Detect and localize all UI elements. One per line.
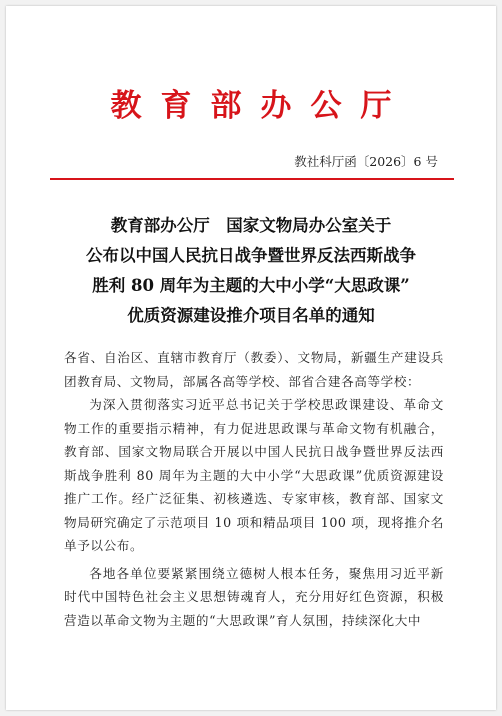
title-line: 胜利 80 周年为主题的大中小学“大思政课”: [92, 276, 410, 295]
red-separator-line: [50, 178, 454, 180]
document-page: [6, 6, 496, 710]
issuing-office-header: 教育部办公厅: [110, 88, 411, 124]
document-title: [6, 211, 496, 331]
title-line: 教育部办公厅 国家文物局办公室关于: [110, 216, 392, 235]
recipients-paragraph: 各省、自治区、直辖市教育厅（教委）、文物局，新疆生产建设兵团教育局、文物局，部属各高等学校、部省合建各高等学校：: [64, 350, 444, 389]
document-number: 教社科厅函〔2026〕6 号: [294, 154, 438, 169]
document-body: [64, 346, 444, 632]
body-paragraph: 各地各单位要紧紧围绕立德树人根本任务，聚焦用习近平新时代中国特色社会主义思想铸魂育人，充分用好红色资源，积极营造以革命文物为主题的“大思政课”育人氛围，持续深化大中: [64, 565, 444, 628]
body-paragraph: 为深入贯彻落实习近平总书记关于学校思政课建设、革命文物工作的重要指示精神，有力促进思政课与革命文物有机融合，教育部、国家文物局联合开展以中国人民抗日战争暨世界反法西斯战争胜利 80 周年为主题的大中小学“大思政课”优质资源建设推广工作。经广泛征集、初核遴选、专家审核，教育部、国家文物局研究确定了示范项目 10 项和精品项目 100 项，现将推介名单予以公布。: [64, 397, 444, 553]
title-line: 公布以中国人民抗日战争暨世界反法西斯战争: [86, 246, 416, 265]
title-line: 优质资源建设推介项目名单的通知: [127, 306, 375, 325]
